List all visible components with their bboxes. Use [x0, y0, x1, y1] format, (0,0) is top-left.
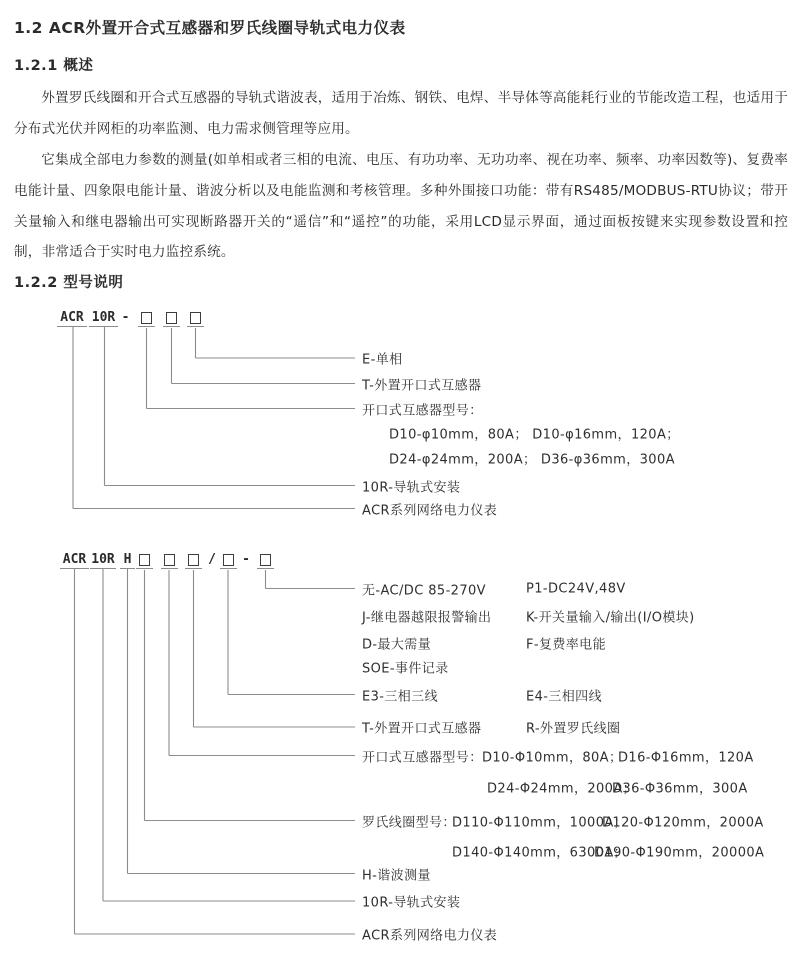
- d1-code-series: ACR: [57, 310, 87, 327]
- d2-option-box-3: [185, 552, 202, 569]
- d2-code-slash: /: [208, 552, 216, 567]
- d1-label-sensor: T-外置开口式互感器: [362, 378, 482, 393]
- d2-label-opt-d: D-最大需量: [362, 637, 432, 652]
- d2-option-box-4: [220, 552, 237, 569]
- d2-label-wiring-e3: E3-三相三线: [362, 689, 438, 704]
- option-box-icon: [190, 312, 201, 324]
- d2-code-mount: 10R: [91, 552, 115, 567]
- d1-option-box-1: [138, 310, 155, 327]
- d2-label-opt-soe: SOE-事件记录: [362, 661, 449, 676]
- d2-label-opt-f: F-复费率电能: [526, 637, 606, 652]
- d2-label-sensor-t: T-外置开口式互感器: [362, 721, 482, 737]
- overview-heading: 1.2.1 概述: [14, 58, 94, 74]
- d1-label-mount: 10R-导轨式安装: [362, 480, 461, 495]
- d2-label-ct-row2a: D24-Φ24mm，200A；: [487, 781, 637, 797]
- d2-label-harmonic: H-谐波测量: [362, 868, 431, 883]
- d2-label-rogowski-heading: 罗氏线圈型号：: [362, 815, 456, 830]
- d1-label-ct-row1: D10-φ10mm，80A； D10-φ16mm，120A；: [389, 427, 680, 443]
- d2-label-rog-row2b: D190-Φ190mm，20000A: [594, 845, 765, 861]
- d2-label-power-p1: P1-DC24V,48V: [526, 581, 626, 596]
- d2-label-opt-k: K-开关量输入/输出(I/O模块): [526, 610, 695, 625]
- model-heading: 1.2.2 型号说明: [14, 275, 124, 291]
- option-box-icon: [164, 554, 175, 566]
- d1-code-mount: 10R: [89, 310, 118, 327]
- section-title: 1.2 ACR外置开合式互感器和罗氏线圈导轨式电力仪表: [14, 19, 406, 37]
- d2-label-ct-heading: 开口式互感器型号：: [362, 750, 483, 765]
- d2-label-rog-row1a: D110-Φ110mm，1000A；: [452, 815, 628, 830]
- option-box-icon: [188, 554, 199, 566]
- d2-option-box-2: [161, 552, 178, 569]
- d1-option-box-2: [163, 310, 180, 327]
- d1-label-phase: E-单相: [362, 352, 403, 368]
- option-box-icon: [141, 312, 152, 324]
- option-box-icon: [139, 554, 150, 566]
- d1-code-separator: -: [121, 310, 130, 325]
- option-box-icon: [223, 554, 234, 566]
- d2-label-mount: 10R-导轨式安装: [362, 895, 461, 911]
- d2-code-dash: -: [242, 552, 250, 567]
- d2-label-ct-row2b: D36-Φ36mm，300A: [612, 781, 748, 797]
- d2-label-rog-row1b: D120-Φ120mm，2000A: [602, 815, 764, 830]
- d2-code-series: ACR: [60, 552, 89, 569]
- d1-label-ct-heading: 开口式互感器型号：: [362, 403, 483, 418]
- d2-option-box-5: [257, 552, 274, 569]
- d2-label-opt-j: J-继电器越限报警输出: [362, 610, 492, 625]
- d2-code-harmonic: H: [120, 552, 135, 569]
- overview-paragraph-2: 它集成全部电力参数的测量(如单相或者三相的电流、电压、有功功率、无功功率、视在功率、频率、功率因数等)、复费率电能计量、四象限电能计量、谐波分析以及电能监测和考核管理。多种外围接口功能：带有RS485/MODBUS-RTU协议；带开关量输入和继电器输出可实现断路器开关的“遥信”和“遥控”的功能，采用LCD显示界面，通过面板按键来实现参数设置和控制，非常适合于实时电力监控系统。: [14, 152, 788, 261]
- option-box-icon: [260, 554, 271, 566]
- d2-label-ct-row1b: D16-Φ16mm，120A: [618, 750, 754, 765]
- overview-paragraph-1: 外置罗氏线圈和开合式互感器的导轨式谐波表，适用于冶炼、钢铁、电焊、半导体等高能耗行业的节能改造工程，也适用于分布式光伏并网柜的功率监测、电力需求侧管理等应用。: [14, 90, 788, 137]
- d1-option-box-3: [187, 310, 204, 327]
- d2-label-series: ACR系列网络电力仪表: [362, 928, 498, 944]
- d1-label-series: ACR系列网络电力仪表: [362, 503, 498, 518]
- d2-option-box-1: [136, 552, 153, 569]
- d2-label-ct-row1a: D10-Φ10mm，80A；: [482, 750, 623, 765]
- d2-label-rog-row2a: D140-Φ140mm，6300A；: [452, 845, 628, 861]
- option-box-icon: [166, 312, 177, 324]
- d2-label-sensor-r: R-外置罗氏线圈: [526, 721, 621, 737]
- d2-label-power-default: 无-AC/DC 85-270V: [362, 583, 486, 598]
- d1-label-ct-row2: D24-φ24mm，200A； D36-φ36mm，300A: [389, 452, 675, 468]
- d2-label-wiring-e4: E4-三相四线: [526, 689, 602, 704]
